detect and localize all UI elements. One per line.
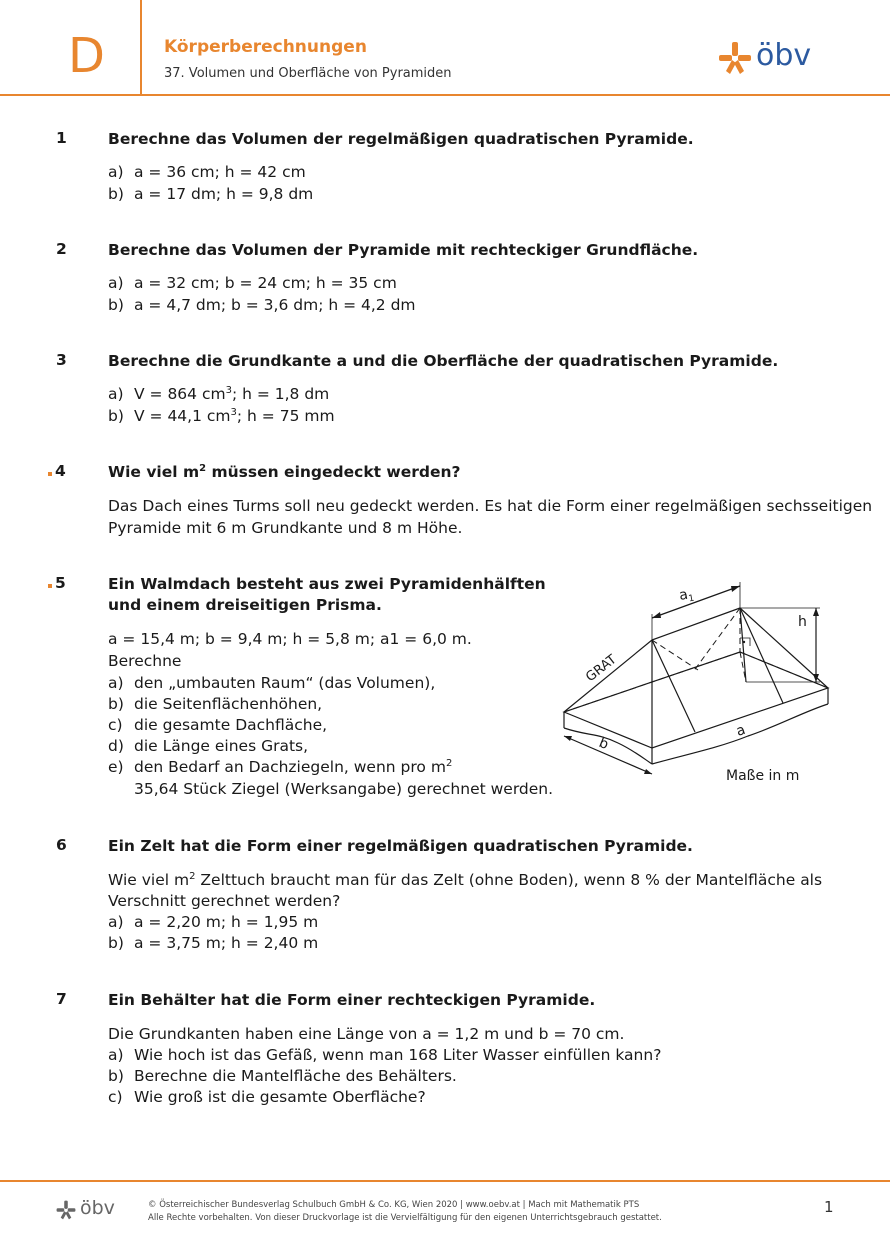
label-grat: GRAT [583,652,620,686]
list-item: d) die Länge eines Grats, [108,737,309,755]
task-title: Berechne das Volumen der regelmäßigen quadratischen Pyramide. [108,130,694,148]
task-number: 5 [48,574,66,592]
list-item-continuation: 35,64 Stück Ziegel (Werksangabe) gerechnet werden. [134,780,554,798]
label-a1: $a_1$ [677,586,696,605]
footer-copyright [148,1199,662,1225]
chapter-letter: D [68,28,105,84]
hip-roof-figure [558,578,838,788]
footer-divider [0,1180,890,1182]
label-b: b [596,734,611,754]
chapter-title: Körperberechnungen [164,37,367,57]
page-number: 1 [824,1198,834,1216]
list-item: a) V = 864 $cm^3$; h = 1,8 dm [108,384,330,403]
given-values: a = 15,4 m; b = 9,4 m; h = 5,8 m; a1 = 6,0 m. [108,630,472,648]
star-logo-icon [718,41,752,75]
footer-logo-text: öbv [80,1197,115,1219]
list-item: b) Berechne die Mantelfläche des Behälters. [108,1067,457,1085]
difficulty-marker [48,584,52,588]
task-title: und einem dreiseitigen Prisma. [108,596,382,614]
publisher-logo [718,40,811,75]
task-text: Verschnitt gerechnet werden? [108,892,341,910]
task-number: 4 [48,462,66,480]
footer-logo [56,1199,115,1221]
list-item: a) den „umbauten Raum“ (das Volumen), [108,674,436,692]
task-text: Die Grundkanten haben eine Länge von a = 1,2 m und b = 70 cm. [108,1025,625,1043]
list-item: a) a = 36 cm; h = 42 cm [108,163,306,181]
chapter-subtitle: 37. Volumen und Oberfläche von Pyramiden [164,66,452,81]
list-item: b) die Seitenflächenhöhen, [108,695,323,713]
task-title: Ein Behälter hat die Form einer rechteckigen Pyramide. [108,991,596,1009]
task-text: Berechne [108,652,182,670]
list-item: b) a = 3,75 m; h = 2,40 m [108,934,319,952]
label-h: h [798,614,807,630]
publisher-logo-text: öbv [756,38,812,73]
list-item: b) a = 4,7 dm; b = 3,6 dm; h = 4,2 dm [108,296,416,314]
figure-caption: Maße in m [726,768,800,784]
task-text: Das Dach eines Turms soll neu gedeckt werden. Es hat die Form einer regelmäßigen sechsseitigen [108,497,873,515]
header-divider-vertical [140,0,142,95]
task-number: 7 [56,990,67,1008]
list-item: c) die gesamte Dachfläche, [108,716,328,734]
task-title: Berechne die Grundkante a und die Oberfläche der quadratischen Pyramide. [108,352,779,370]
label-a: a [734,721,748,740]
list-item: e) den Bedarf an Dachziegeln, wenn pro $m^2$ [108,757,453,776]
task-title: Ein Walmdach besteht aus zwei Pyramidenhälften [108,575,546,593]
task-number: 2 [56,240,67,258]
list-item: a) Wie hoch ist das Gefäß, wenn man 168 Liter Wasser einfüllen kann? [108,1046,662,1064]
copyright-line: © Österreichischer Bundesverlag Schulbuch GmbH & Co. KG, Wien 2020 | www.oebv.at | Mach mit Mathematik PTS [148,1200,640,1210]
task-text: Pyramide mit 6 m Grundkante und 8 m Höhe. [108,519,463,537]
list-item: c) Wie groß ist die gesamte Oberfläche? [108,1088,426,1106]
task-text: Wie viel $m^2$ Zelttuch braucht man für das Zelt (ohne Boden), wenn 8 % der Mantelfläche als [108,870,823,889]
task-number: 3 [56,351,67,369]
task-title: Ein Zelt hat die Form einer regelmäßigen quadratischen Pyramide. [108,837,693,855]
star-logo-icon [56,1200,76,1220]
difficulty-marker [48,472,52,476]
list-item: b) V = 44,1 $cm^3$; h = 75 mm [108,406,335,425]
rights-line: Alle Rechte vorbehalten. Von dieser Druckvorlage ist die Vervielfältigung für den eigenen Unterrichtsgebrauch gestattet. [148,1213,662,1223]
list-item: a) a = 2,20 m; h = 1,95 m [108,913,319,931]
header-divider [0,94,890,96]
task-number: 1 [56,129,67,147]
task-number: 6 [56,836,67,854]
task-title: Wie viel $m^2$ müssen eingedeckt werden? [108,462,461,481]
task-title: Berechne das Volumen der Pyramide mit rechteckiger Grundfläche. [108,241,699,259]
list-item: b) a = 17 dm; h = 9,8 dm [108,185,314,203]
list-item: a) a = 32 cm; b = 24 cm; h = 35 cm [108,274,397,292]
